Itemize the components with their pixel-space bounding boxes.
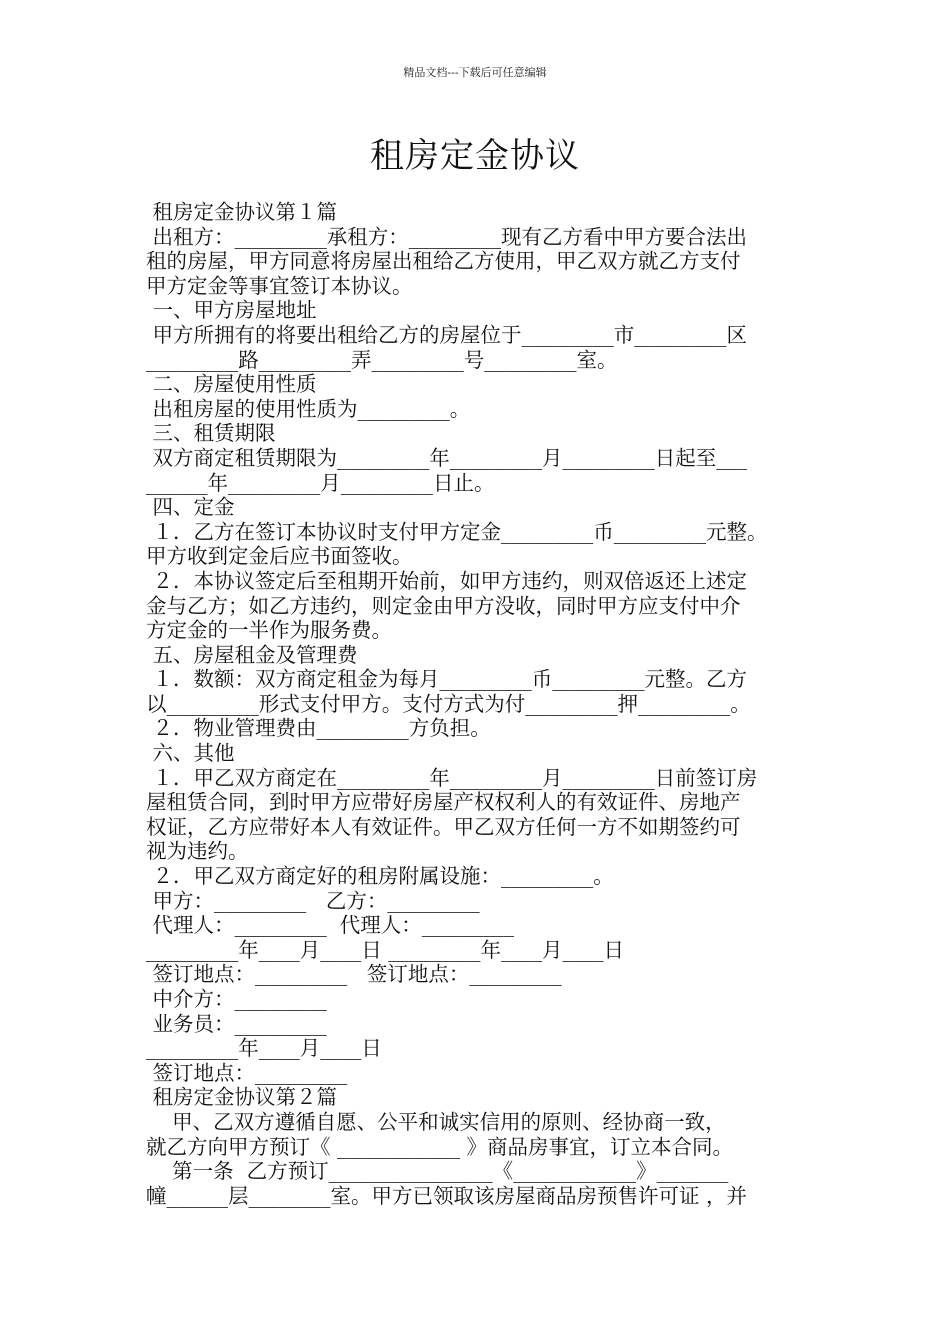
- text-line: 方定金的一半作为服务费。: [146, 618, 392, 643]
- text-line: 幢______层________室。甲方已领取该房屋商品房预售许可证 ，并: [146, 1183, 748, 1208]
- document-body: [146, 200, 810, 1208]
- text-line: 三、租赁期限: [146, 421, 276, 446]
- document-title: 租房定金协议: [370, 136, 580, 176]
- text-line: 租房定金协议第２篇: [146, 1085, 338, 1110]
- text-line: １．甲乙双方商定在_________年_________月_________日前签订房: [146, 765, 758, 790]
- text-line: 一、甲方房屋地址: [146, 298, 317, 323]
- text-line: _________路_________弄_________号_________室。: [146, 347, 618, 372]
- text-line: １．乙方在签订本协议时支付甲方定金_________币_________元整。: [146, 519, 768, 544]
- text-line: 六、其他: [146, 741, 235, 766]
- text-line: _________年____月____日: [146, 1036, 382, 1061]
- text-line: ２．甲乙双方商定好的租房附属设施：_________。: [146, 864, 614, 889]
- text-line: ______年_________月_________日止。: [146, 470, 495, 495]
- text-line: 甲方：_________ 乙方：_________: [146, 888, 480, 913]
- text-line: ２．本协议签定后至租期开始前，如甲方违约，则双倍返还上述定: [146, 568, 748, 593]
- text-line: 视为违约。: [146, 839, 249, 864]
- text-line: _________年____月____日 _________年____月____日: [146, 937, 625, 962]
- page-header: 精品文档---下载后可任意编辑: [403, 66, 547, 79]
- text-line: ２．物业管理费由_________方负担。: [146, 716, 491, 741]
- text-line: 四、定金: [146, 495, 235, 520]
- text-line: １．数额：双方商定租金为每月_________币_________元整。乙方: [146, 667, 748, 692]
- text-line: 以_________形式支付甲方。支付方式为付_________押_________。: [146, 691, 751, 716]
- text-line: 中介方：_________: [146, 987, 327, 1011]
- text-line: 甲方收到定金后应书面签收。: [146, 544, 413, 569]
- text-line: 权证，乙方应带好本人有效证件。甲乙双方任何一方不如期签约可: [146, 814, 741, 839]
- text-line: 甲方定金等事宜签订本协议。: [146, 273, 413, 298]
- text-line: 代理人：_________ 代理人：_________: [146, 913, 515, 938]
- text-line: 出租房屋的使用性质为_________。: [146, 396, 471, 421]
- text-line: 签订地点：_________: [146, 1060, 348, 1085]
- text-line: 第一条 乙方预订________________《____________》_______: [146, 1159, 729, 1184]
- text-line: 签订地点：_________ 签订地点：_________: [146, 962, 562, 987]
- text-line: 出租方：_________承租方：_________现有乙方看中甲方要合法出: [146, 224, 748, 249]
- text-line: 金与乙方；如乙方违约，则定金由甲方没收，同时甲方应支付中介: [146, 593, 741, 618]
- text-line: 五、房屋租金及管理费: [146, 642, 358, 667]
- text-line: 甲、乙双方遵循自愿、公平和诚实信用的原则、经协商一致，: [146, 1109, 726, 1134]
- text-line: 甲方所拥有的将要出租给乙方的房屋位于_________市_________区: [146, 322, 748, 347]
- text-line: 屋租赁合同，到时甲方应带好房屋产权权利人的有效证件、房地产: [146, 790, 741, 815]
- text-line: 业务员：_________: [146, 1011, 327, 1036]
- text-line: 租房定金协议第１篇: [146, 200, 338, 224]
- text-line: 双方商定租赁期限为_________年_________月_________日起至___: [146, 445, 748, 470]
- text-line: 租的房屋，甲方同意将房屋出租给乙方使用，甲乙双方就乙方支付: [146, 249, 741, 274]
- text-line: 就乙方向甲方预订《 ____________ 》商品房事宜，订立本合同。: [146, 1134, 734, 1159]
- text-line: 二、房屋使用性质: [146, 372, 317, 397]
